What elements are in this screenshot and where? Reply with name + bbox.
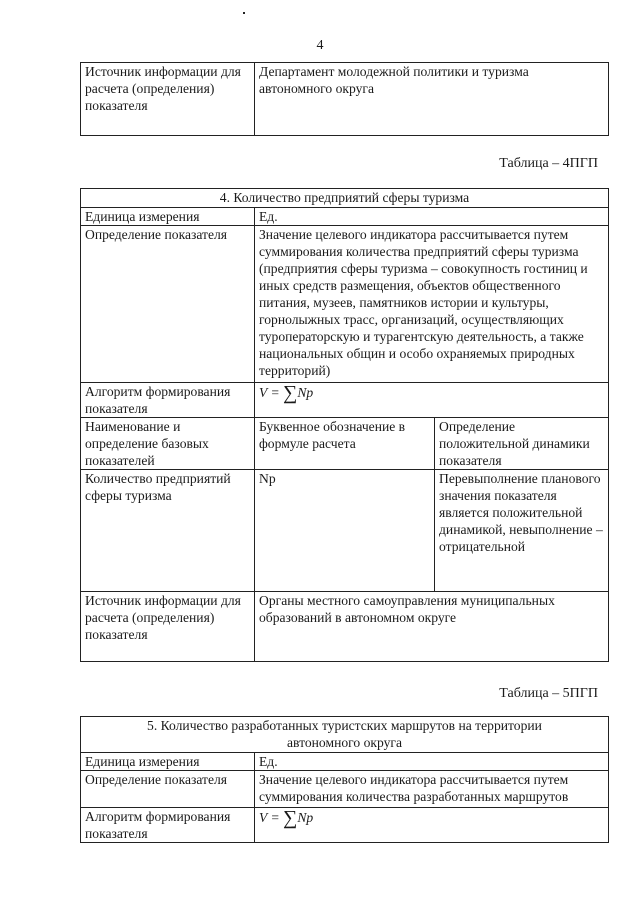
formula-np: Np [297, 810, 314, 825]
page-number: 4 [316, 38, 324, 53]
algorithm-label: Алгоритм формирования показателя [81, 383, 255, 418]
top-source-table [80, 62, 609, 136]
definition-label: Определение показателя [81, 771, 255, 808]
count-dynamics: Перевыполнение планового значения показателя является положительной динамикой, невыполнение – отрицательной [435, 470, 609, 592]
sigma-symbol: ∑ [283, 807, 298, 829]
formula [255, 808, 609, 843]
table4 [80, 188, 609, 662]
formula-eq: = [267, 810, 284, 825]
table5-title: 5. Количество разработанных туристских маршрутов на территории автономного округа [81, 717, 609, 753]
base-symbol-header: Буквенное обозначение в формуле расчета [255, 418, 435, 470]
definition-value: Значение целевого индикатора рассчитывается путем суммирования количества разработанных маршрутов [255, 771, 609, 808]
table4-caption: Таблица – 4ПГП [499, 156, 598, 171]
definition-label: Определение показателя [81, 226, 255, 383]
top-source-value: Департамент молодежной политики и туризма автономного округа [255, 63, 609, 136]
formula-eq: = [267, 385, 284, 400]
unit-label: Единица измерения [81, 753, 255, 771]
formula-v: V [259, 810, 268, 825]
formula [255, 383, 609, 418]
unit-value: Ед. [255, 208, 609, 226]
formula-np: Np [297, 385, 314, 400]
scan-dot [243, 12, 245, 14]
unit-value: Ед. [255, 753, 609, 771]
count-label: Количество предприятий сферы туризма [81, 470, 255, 592]
source-value: Органы местного самоуправления муниципальных образований в автономном округе [255, 592, 609, 662]
table5 [80, 716, 609, 843]
definition-value: Значение целевого индикатора рассчитывается путем суммирования количества предприятий сферы туризма (предприятия сферы туризма – совокупность гостиниц и иных средств размещения, объектов общественного питания, музеев, памятников истории и культуры, горнолыжных трасс, организаций, осуществляющих туроператорскую и турагентскую деятельность, а также национальных общин и особо охраняемых природных территорий) [255, 226, 609, 383]
top-source-label: Источник информации для расчета (определения) показателя [81, 63, 255, 136]
table4-title: 4. Количество предприятий сферы туризма [81, 189, 609, 208]
formula-v: V [259, 385, 268, 400]
base-indicators-label: Наименование и определение базовых показателей [81, 418, 255, 470]
count-symbol: Np [255, 470, 435, 592]
sigma-symbol: ∑ [283, 382, 298, 404]
base-dynamics-header: Определение положительной динамики показателя [435, 418, 609, 470]
table5-caption: Таблица – 5ПГП [499, 686, 598, 701]
algorithm-label: Алгоритм формирования показателя [81, 808, 255, 843]
source-label: Источник информации для расчета (определения) показателя [81, 592, 255, 662]
unit-label: Единица измерения [81, 208, 255, 226]
